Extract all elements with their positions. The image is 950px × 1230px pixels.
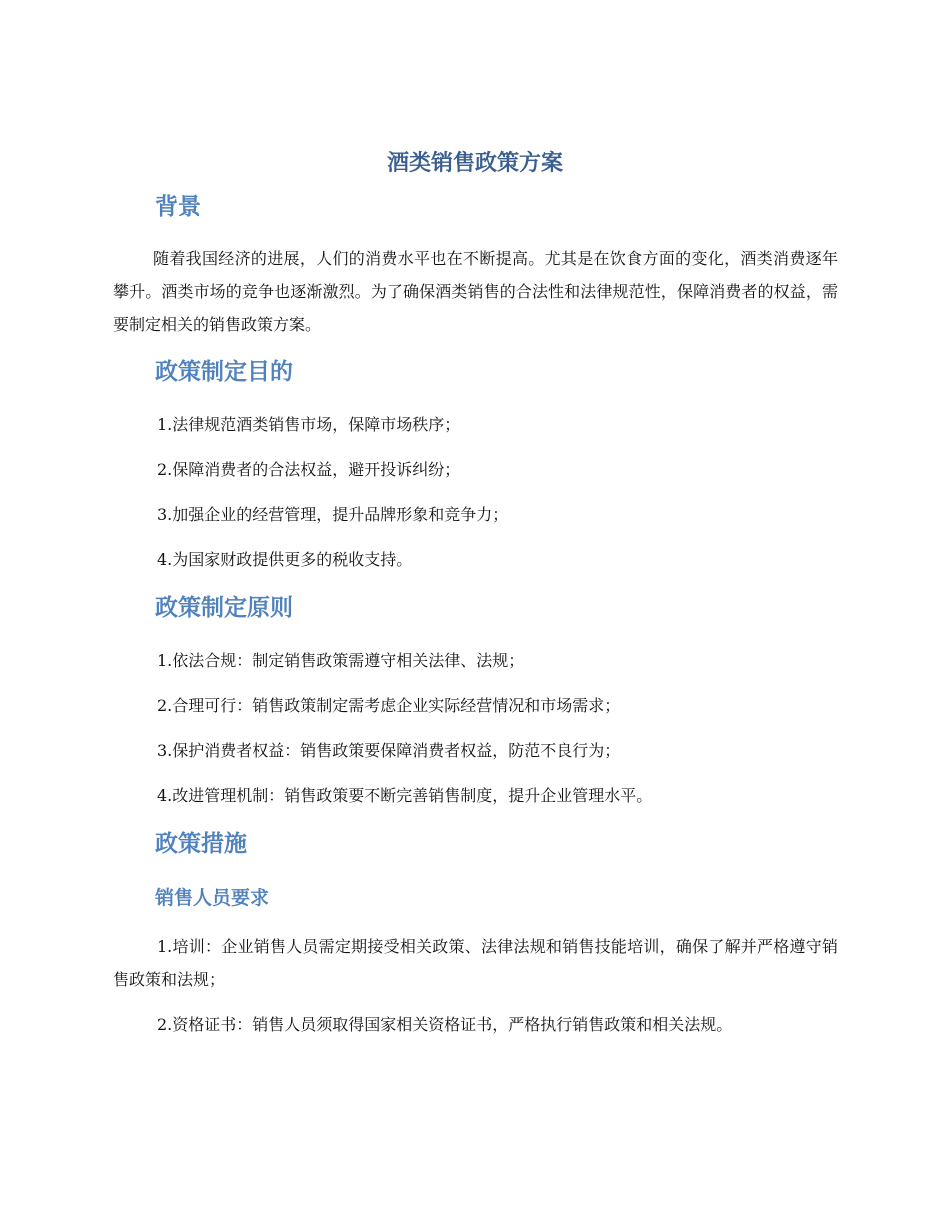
principle-item: 2.合理可行：销售政策制定需考虑企业实际经营情况和市场需求； xyxy=(157,696,621,715)
principle-item: 1.依法合规：制定销售政策需遵守相关法律、法规； xyxy=(157,651,525,670)
purpose-item: 2.保障消费者的合法权益，避开投诉纠纷； xyxy=(157,460,461,479)
sales-staff-item: 1.培训：企业销售人员需定期接受相关政策、法律法规和销售技能培训，确保了解并严格遵守销售政策和法规； xyxy=(113,937,838,989)
principle-item: 4.改进管理机制：销售政策要不断完善销售制度，提升企业管理水平。 xyxy=(157,786,653,805)
section-heading-measures: 政策措施 xyxy=(155,831,247,857)
document-title: 酒类销售政策方案 xyxy=(386,151,563,176)
background-paragraph: 随着我国经济的进展，人们的消费水平也在不断提高。尤其是在饮食方面的变化，酒类消费逐年攀升。酒类市场的竞争也逐渐激烈。为了确保酒类销售的合法性和法律规范性，保障消费者的权益，需要制定相关的销售政策方案。 xyxy=(113,249,838,334)
sales-staff-item: 2.资格证书：销售人员须取得国家相关资格证书，严格执行销售政策和相关法规。 xyxy=(157,1015,733,1034)
principle-item: 3.保护消费者权益：销售政策要保障消费者权益，防范不良行为； xyxy=(157,741,621,760)
subsection-heading-sales-staff: 销售人员要求 xyxy=(155,887,270,909)
section-heading-background: 背景 xyxy=(155,194,201,220)
purpose-item: 1.法律规范酒类销售市场，保障市场秩序； xyxy=(157,415,461,434)
section-heading-purpose: 政策制定目的 xyxy=(155,359,293,385)
purpose-item: 4.为国家财政提供更多的税收支持。 xyxy=(157,550,413,569)
section-heading-principles: 政策制定原则 xyxy=(155,595,293,621)
purpose-item: 3.加强企业的经营管理，提升品牌形象和竞争力； xyxy=(157,505,509,524)
